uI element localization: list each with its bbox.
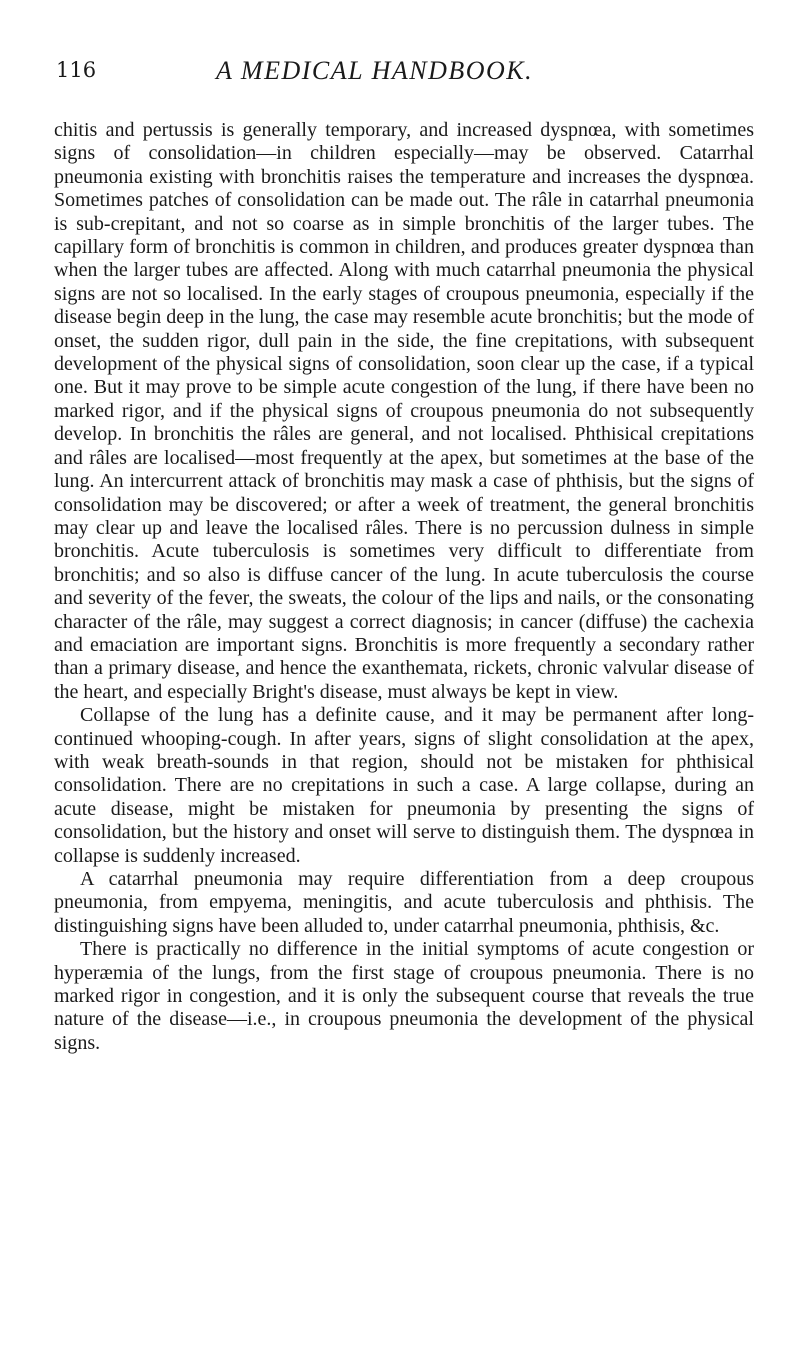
- paragraph-collapse-of-lung: Collapse of the lung has a definite cause, and it may be permanent after long-continued whooping-cough. In after years, signs of slight consolidation at the apex, with weak breath-sounds in that region, should not be mistaken for phthisical consolidation. There are no crepitations in such a case. A large collapse, during an acute disease, might be mistaken for pneumonia by presenting the signs of consolidation, but the history and onset will serve to distinguish them. The dyspnœa in collapse is suddenly increased.: [54, 704, 754, 867]
- paragraph-acute-congestion: There is practically no difference in the initial symptoms of acute congestion or hyperæmia of the lungs, from the first stage of croupous pneumonia. There is no marked rigor in congestion, and it is only the subsequent course that reveals the true nature of the disease—i.e., in croupous pneumonia the development of the physical signs.: [54, 938, 754, 1054]
- paragraph-catarrhal-pneumonia: A catarrhal pneumonia may require differentiation from a deep croupous pneumonia, from empyema, meningitis, and acute tuberculosis and phthisis. The distinguishing signs have been alluded to, under catarrhal pneumonia, phthisis, &c.: [54, 868, 754, 937]
- running-head: [56, 58, 756, 98]
- body-text: [54, 119, 754, 1055]
- paragraph-bronchitis-differentials: chitis and pertussis is generally temporary, and increased dyspnœa, with sometimes signs of consolidation—in children especially—may be observed. Catarrhal pneumonia existing with bronchitis raises the temperature and increases the dyspnœa. Sometimes patches of consolidation can be made out. The râle in catarrhal pneumonia is sub-crepitant, and not so coarse as in simple bronchitis of the larger tubes. The capillary form of bronchitis is common in children, and produces greater dyspnœa than when the larger tubes are affected. Along with much catarrhal pneumonia the physical signs are not so localised. In the early stages of croupous pneumonia, especially if the disease begin deep in the lung, the case may resemble acute bronchitis; but the mode of onset, the sudden rigor, dull pain in the side, the fine crepitations, with subsequent development of the physical signs of consolidation, soon clear up the case, if a typical one. But it may prove to be simple acute congestion of the lung, if there have been no marked rigor, and if the physical signs of croupous pneumonia do not subsequently develop. In bronchitis the râles are general, and not localised. Phthisical crepitations and râles are localised—most frequently at the apex, but sometimes at the base of the lung. An intercurrent attack of bronchitis may mask a case of phthisis, but the signs of consolidation may be discovered; or after a week of treatment, the general bronchitis may clear up and leave the localised râles. There is no percussion dulness in simple bronchitis. Acute tuberculosis is sometimes very difficult to differentiate from bronchitis; and so also is diffuse cancer of the lung. In acute tuberculosis the course and severity of the fever, the sweats, the colour of the lips and nails, or the consonating character of the râle, may suggest a correct diagnosis; in cancer (diffuse) the cachexia and emaciation are important signs. Bronchitis is more frequently a secondary rather than a primary disease, and hence the exanthemata, rickets, chronic valvular disease of the heart, and especially Bright's disease, must always be kept in view.: [54, 119, 754, 703]
- running-title: A MEDICAL HANDBOOK.: [216, 56, 534, 85]
- page-number: 116: [56, 58, 97, 82]
